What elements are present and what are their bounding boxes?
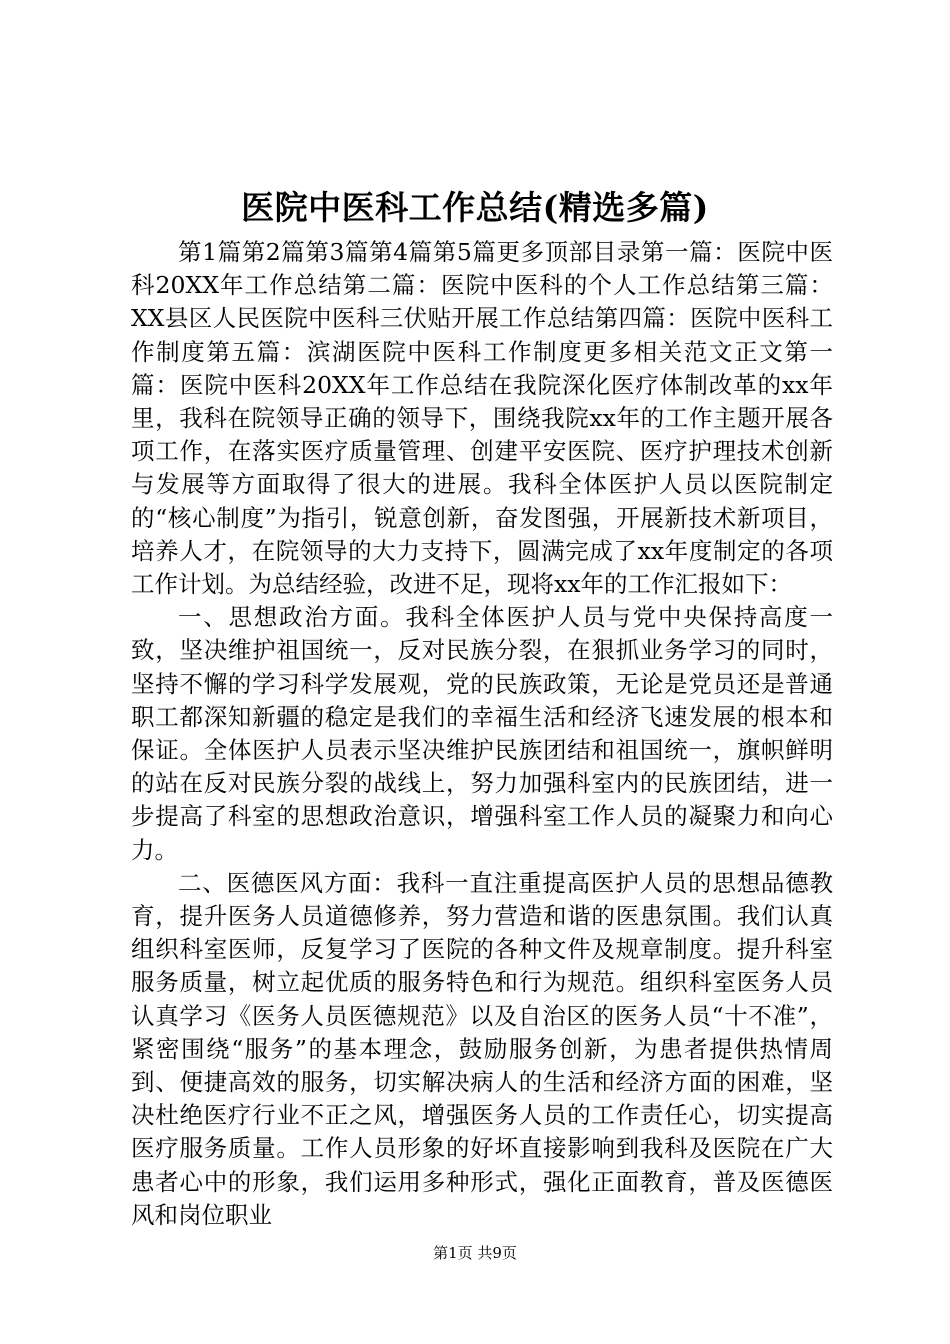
page-number-footer: 第1页 共9页 [433, 1244, 517, 1262]
paragraph-intro: 第1篇第2篇第3篇第4篇第5篇更多顶部目录第一篇：医院中医科20XX年工作总结第二篇：医院中医科的个人工作总结第三篇：XX县区人民医院中医科三伏贴开展工作总结第四篇：医院中医科工作制度第五篇：滨湖医院中医科工作制度更多相关范文正文第一篇：医院中医科20XX年工作总结在我院深化医疗体制改革的xx年里，我科在院领导正确的领导下，围绕我院xx年的工作主题开展各项工作，在落实医疗质量管理、创建平安医院、医疗护理技术创新与发展等方面取得了很大的进展。我科全体医护人员以医院制定的“核心制度”为指引，锐意创新，奋发图强，开展新技术新项目，培养人才，在院领导的大力支持下，圆满完成了xx年度制定的各项工作计划。为总结经验，改进不足，现将xx年的工作汇报如下： [131, 238, 833, 599]
document-title: 医院中医科工作总结(精选多篇) [241, 188, 709, 227]
document-body [131, 236, 833, 1232]
paragraph-ethics: 二、医德医风方面：我科一直注重提高医护人员的思想品德教育，提升医务人员道德修养，努力营造和谐的医患氛围。我们认真组织科室医师，反复学习了医院的各种文件及规章制度。提升科室服务质量，树立起优质的服务特色和行为规范。组织科室医务人员认真学习《医务人员医德规范》以及自治区的医务人员“十不准”，紧密围绕“服务”的基本理念，鼓励服务创新，为患者提供热情周到、便捷高效的服务，切实解决病人的生活和经济方面的困难，坚决杜绝医疗行业不正之风，增强医务人员的工作责任心，切实提高医疗服务质量。工作人员形象的好坏直接影响到我科及医院在广大患者心中的形象，我们运用多种形式，强化正面教育，普及医德医风和岗位职业 [131, 868, 833, 1229]
paragraph-political: 一、思想政治方面。我科全体医护人员与党中央保持高度一致，坚决维护祖国统一，反对民族分裂，在狠抓业务学习的同时，坚持不懈的学习科学发展观，党的民族政策，无论是党员还是普通职工都深知新疆的稳定是我们的幸福生活和经济飞速发展的根本和保证。全体医护人员表示坚决维护民族团结和祖国统一，旗帜鲜明的站在反对民族分裂的战线上，努力加强科室内的民族团结，进一步提高了科室的思想政治意识，增强科室工作人员的凝聚力和向心力。 [131, 603, 833, 864]
